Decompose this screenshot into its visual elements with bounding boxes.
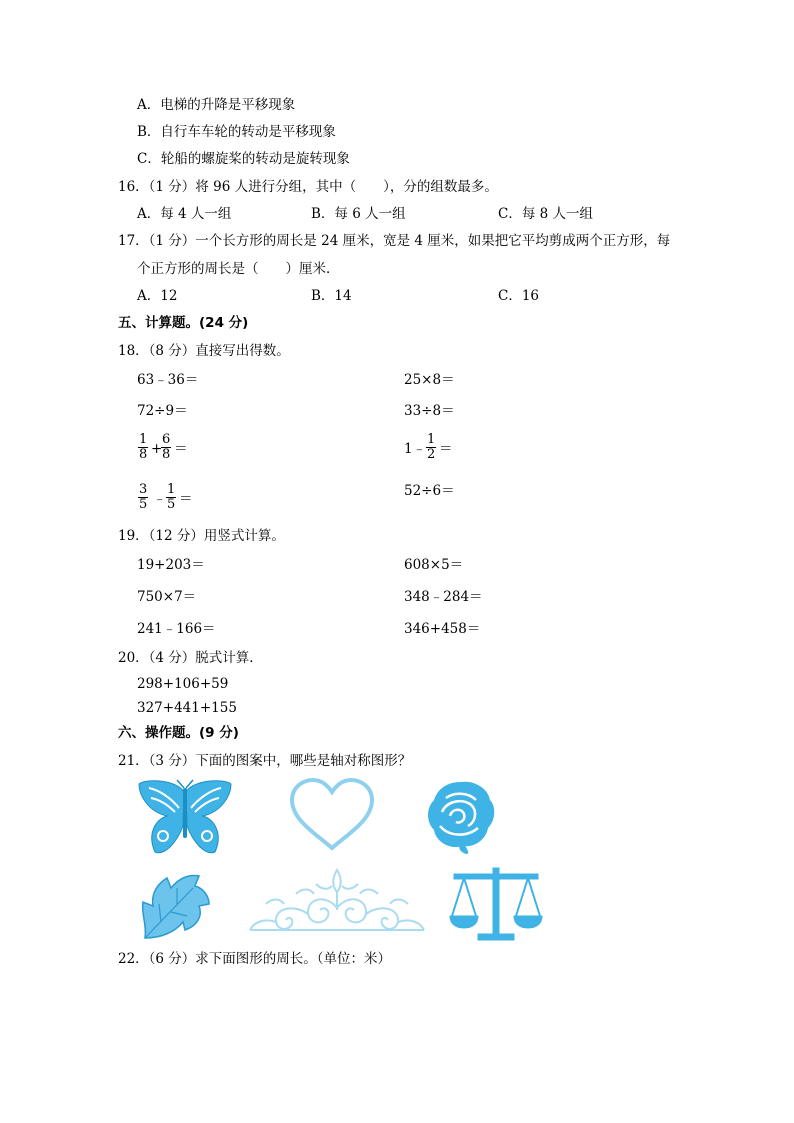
q15-option-b[interactable]: B．自行车车轮的转动是平移现象 bbox=[137, 124, 336, 140]
denominator: 2 bbox=[427, 447, 436, 462]
q15-option-a[interactable]: A．电梯的升降是平移现象 bbox=[137, 97, 296, 113]
equals-sign: ＝ bbox=[179, 491, 193, 507]
q17-option-c[interactable]: C．16 bbox=[498, 288, 540, 304]
denominator: 8 bbox=[139, 447, 148, 462]
q19-expr-3: 750×7＝ bbox=[137, 589, 197, 605]
numerator: 3 bbox=[139, 482, 148, 497]
operator: ﹣ bbox=[153, 491, 167, 507]
numerator: 6 bbox=[162, 432, 171, 447]
denominator: 5 bbox=[139, 497, 148, 512]
q17-option-a[interactable]: A．12 bbox=[137, 288, 178, 304]
q18-expr-2: 25×8＝ bbox=[404, 372, 455, 388]
q19-stem: 19．（12 分）用竖式计算。 bbox=[118, 528, 285, 544]
q21-stem: 21．（3 分）下面的图案中，哪些是轴对称图形？ bbox=[118, 753, 412, 769]
q19-expr-5: 241﹣166＝ bbox=[137, 621, 216, 637]
equals-sign: ＝ bbox=[439, 441, 453, 457]
q16-option-c[interactable]: C．每 8 人一组 bbox=[498, 206, 594, 222]
q18-stem: 18．（8 分）直接写出得数。 bbox=[118, 343, 290, 359]
operator: + bbox=[151, 441, 163, 457]
q19-expr-4: 348﹣284＝ bbox=[404, 589, 483, 605]
fraction bbox=[161, 433, 171, 462]
q19-expr-1: 19+203＝ bbox=[137, 557, 205, 573]
q20-stem: 20．（4 分）脱式计算． bbox=[118, 650, 263, 666]
q16-option-a[interactable]: A．每 4 人一组 bbox=[137, 206, 232, 222]
equals-sign: ＝ bbox=[174, 441, 188, 457]
q18-expr-8: 52÷6＝ bbox=[404, 483, 455, 499]
numerator: 1 bbox=[167, 482, 176, 497]
q20-expr-2: 327+441+155 bbox=[137, 700, 237, 716]
q19-expr-2: 608×5＝ bbox=[404, 557, 464, 573]
numerator: 1 bbox=[427, 432, 436, 447]
q18-expr-3: 72÷9＝ bbox=[137, 403, 188, 419]
balance-scale-icon[interactable] bbox=[448, 864, 544, 944]
numerator: 1 bbox=[139, 432, 148, 447]
heart-icon[interactable] bbox=[286, 776, 378, 854]
fraction bbox=[166, 483, 176, 512]
q17-option-b[interactable]: B．14 bbox=[311, 288, 352, 304]
section-heading-calculation: 五、计算题。(24 分) bbox=[118, 315, 249, 331]
q17-stem-line2: 个正方形的周长是（ ）厘米． bbox=[137, 261, 340, 277]
q20-expr-1: 298+106+59 bbox=[137, 676, 229, 692]
fraction bbox=[138, 483, 148, 512]
prefix: 1﹣ bbox=[404, 441, 427, 457]
section-heading-operation: 六、操作题。(9 分) bbox=[118, 725, 239, 741]
q16-stem: 16．（1 分）将 96 人进行分组，其中（ ），分的组数最多。 bbox=[118, 179, 498, 195]
q16-option-b[interactable]: B．每 6 人一组 bbox=[311, 206, 406, 222]
fraction bbox=[426, 433, 436, 462]
denominator: 8 bbox=[162, 447, 171, 462]
fraction bbox=[138, 433, 148, 462]
butterfly-icon[interactable] bbox=[137, 778, 233, 858]
q15-option-c[interactable]: C．轮船的螺旋桨的转动是旋转现象 bbox=[137, 151, 350, 167]
q22-stem: 22．（6 分）求下面图形的周长。（单位：米） bbox=[118, 951, 392, 967]
rose-icon[interactable] bbox=[424, 778, 498, 854]
q17-stem-line1: 17．（1 分）一个长方形的周长是 24 厘米，宽是 4 厘米，如果把它平均剪成两个正方形，每 bbox=[118, 233, 671, 249]
q18-expr-4: 33÷8＝ bbox=[404, 403, 455, 419]
q18-expr-1: 63﹣36＝ bbox=[137, 372, 199, 388]
ornament-icon[interactable] bbox=[246, 864, 428, 942]
q19-expr-6: 346+458＝ bbox=[404, 621, 481, 637]
denominator: 5 bbox=[167, 497, 176, 512]
leaf-icon[interactable] bbox=[137, 866, 213, 942]
